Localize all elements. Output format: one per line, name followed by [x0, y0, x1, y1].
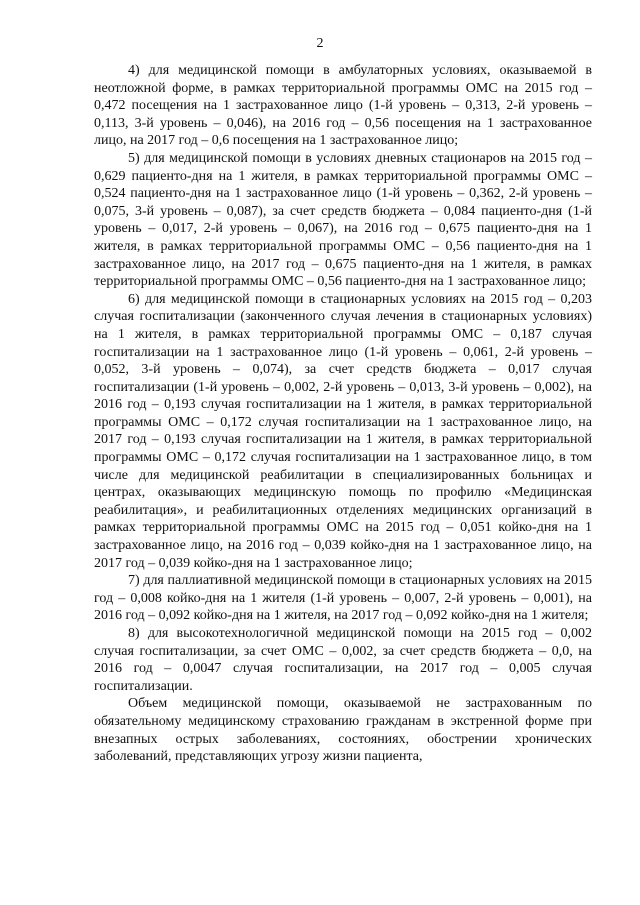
- paragraph-item-5: 5) для медицинской помощи в условиях дневных стационаров на 2015 год – 0,629 пациенто-дня на 1 жителя, в рамках территориальной программы ОМС – 0,524 пациенто-дня на 1 застрахованное лицо (1-й уровень – 0,362, 2-й уровень – 0,075, 3-й уровень – 0,087), за счет средств бюджета – 0,084 пациенто-дня (1-й уровень – 0,017, 2-й уровень – 0,067), на 2016 год – 0,675 пациенто-дня на 1 жителя, в рамках территориальной программы ОМС – 0,56 пациенто-дня на 1 застрахованное лицо, на 2017 год – 0,675 пациенто-дня на 1 жителя, в рамках территориальной программы ОМС – 0,56 пациенто-дня на 1 застрахованное лицо;: [94, 150, 592, 290]
- page-number: 2: [316, 36, 324, 51]
- paragraph-emergency-care: Объем медицинской помощи, оказываемой не застрахованным по обязательному медицинскому страхованию гражданам в экстренной форме при внезапных острых заболеваниях, состояниях, обострении хронических заболеваний, представляющих угрозу жизни пациента,: [94, 696, 592, 765]
- paragraph-item-7: 7) для паллиативной медицинской помощи в стационарных условиях на 2015 год – 0,008 койко-дня на 1 жителя (1-й уровень – 0,007, 2-й уровень – 0,001), на 2016 год – 0,092 койко-дня на 1 жителя, на 2017 год – 0,092 койко-дня на 1 жителя;: [94, 573, 592, 624]
- paragraph-item-8: 8) для высокотехнологичной медицинской помощи на 2015 год – 0,002 случая госпитализации, за счет ОМС – 0,002, за счет средств бюджета – 0,0, на 2016 год – 0,0047 случая госпитализации, на 2017 год – 0,005 случая госпитализации.: [94, 626, 592, 694]
- paragraph-item-6: 6) для медицинской помощи в стационарных условиях на 2015 год – 0,203 случая госпитализации (законченного случая лечения в стационарных условиях) на 1 жителя, в рамках территориальной программы ОМС – 0,187 случая госпитализации на 1 застрахованное лицо (1-й уровень – 0,061, 2-й уровень – 0,052, 3-й уровень – 0,074), за счет средств бюджета – 0,017 случая госпитализации (1-й уровень – 0,002, 2-й уровень – 0,013, 3-й уровень – 0,002), на 2016 год – 0,193 случая госпитализации на 1 жителя, в рамках территориальной программы ОМС – 0,172 случая госпитализации на 1 застрахованное лицо, на 2017 год – 0,193 случая госпитализации на 1 жителя, в рамках территориальной программы ОМС – 0,172 случая госпитализации на 1 застрахованное лицо, в том числе для медицинской реабилитации в специализированных больницах и центрах, оказывающих медицинскую помощь по профилю «Медицинская реабилитация», и реабилитационных отделениях медицинских организаций в рамках территориальной программы ОМС на 2015 год – 0,051 койко-дня на 1 застрахованное лицо, на 2016 год – 0,039 койко-дня на 1 застрахованное лицо, на 2017 год – 0,039 койко-дня на 1 застрахованное лицо;: [94, 291, 592, 571]
- paragraph-item-4: 4) для медицинской помощи в амбулаторных условиях, оказываемой в неотложной форме, в рамках территориальной программы ОМС на 2015 год – 0,472 посещения на 1 застрахованное лицо (1-й уровень – 0,313, 2-й уровень – 0,113, 3-й уровень – 0,046), на 2016 год – 0,56 посещения на 1 застрахованное лицо, на 2017 год – 0,6 посещения на 1 застрахованное лицо;: [94, 63, 592, 149]
- document-body: [94, 62, 592, 766]
